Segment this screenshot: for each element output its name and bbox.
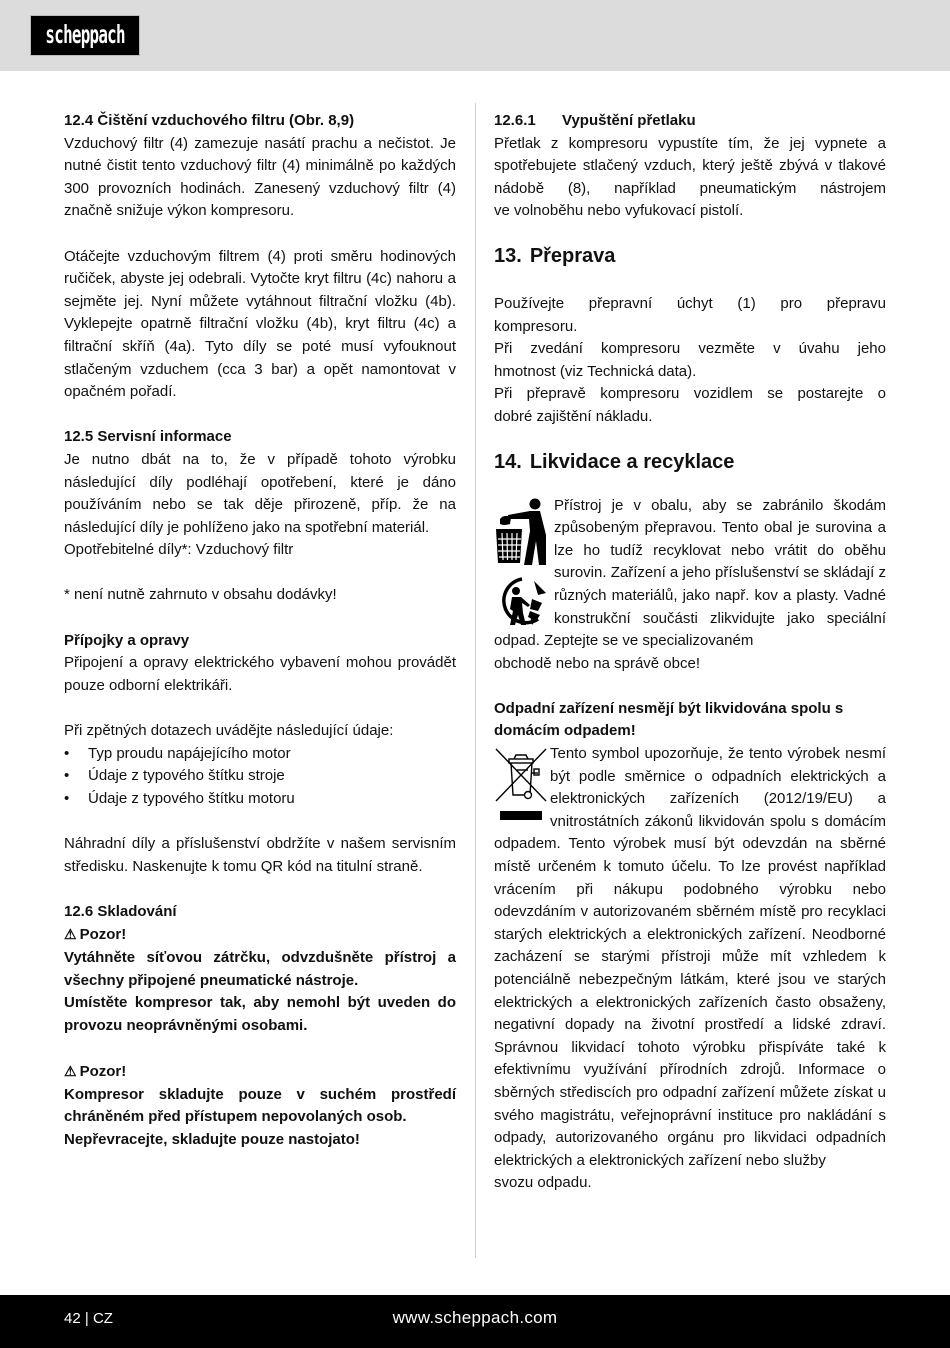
section-heading [494,449,886,475]
section-title: 12.5 Servisní informace [64,428,232,446]
section-title: 12.4 Čištění vzduchového filtru (Obr. 8,9) [64,112,355,129]
weee-heading: Odpadní zařízení nesmějí být likvidována spolu s domácím odpadem! [494,699,844,740]
section-title-text: Přeprava [529,244,616,267]
section-title-text: Likvidace a recyklace [529,450,735,473]
tidyman-icon [494,497,550,565]
paragraph: hmotnost (viz Technická data). [494,362,697,380]
left-column [64,110,456,1151]
section-12-5 [64,426,456,878]
paragraph: ve volnoběhu nebo vyfukovací pistolí. [494,202,744,220]
warning-icon: ⚠ [64,1062,77,1079]
brand-name: scheppach [45,21,125,50]
paragraph: obchodě nebo na správě obce! [494,654,700,672]
crossed-out-bin-icon [494,745,548,825]
section-12-4 [64,110,456,404]
paragraph: dobré zajištění nákladu. [494,407,653,425]
page-number: 42 [64,1310,81,1327]
section-title: 12.6 Skladování [64,902,177,920]
paragraph: Při přepravě kompresoru vozidlem se postarejte o [494,385,886,403]
paragraph: svozu odpadu. [494,1174,592,1192]
paragraph: Tento symbol upozorňuje, že tento výrobek nesmí být podle směrnice o odpadních elektrických a elektronických zařízeních (2012/19/EU) a vnitrostátních zákonů likvidován spolu s domácím odpadem. Tento výrobek musí být odevzdán na sběrné místě určeném k tomuto účelu. To lze provést například vrácením při nákupu podobného výrobku nebo odevzdáním v autorizovaném sběrném místě pro recyklaci starých elektrických a elektronických zařízení. Neodborné zacházení se starými přístroji může mít vzhledem k potenciálně nebezpečným látkám, které jsou ve starých elektrických a elektronických zařízeních často obsaženy, negativní dopady na životní prostředí a lidské zdraví. Správnou likvidací tohoto výrobku přispíváte také k efektivnímu využívání přírodních zdrojů. Informace o sběrných střediscích pro odpadní zařízení můžete získat u svého magistrátu, veřejnoprávní instituce pro nakládání s odpady, autorizovaného orgánu pro likvidaci odpadních elektrických a elektronických zařízení nebo služby [494,745,886,1169]
paragraph: Při zvedání kompresoru vezměte v úvahu jeho [494,340,886,358]
list-item: • Údaje z typového štítku stroje [64,765,456,788]
subheading-connections: Přípojky a opravy [64,631,190,649]
section-number: 13. [494,244,522,267]
warning-text: Vytáhněte síťovou zátrčku, odvzdušněte přístroj a všechny připojené pneumatické nástroje. [64,948,456,989]
paragraph: Přetlak z kompresoru vypustíte tím, že jej vypnete a spotřebujete stlačený vzduch, který ještě zbývá v tlakové nádobě (8), například pneumatickým nástrojem [494,134,886,197]
paragraph: Opotřebitelné díly*: Vzduchový filtr [64,541,294,559]
paragraph: Připojení a opravy elektrického vybavení mohou provádět pouze odborní elektrikáři. [64,654,456,694]
paragraph: Je nutno dbát na to, že v případě tohoto výrobku následující díly podléhají opotřebení, které je dáno používáním nebo se tak děje přirozeně, příp. že na následující díly je pohlíženo jako na spotřební materiál. [64,450,456,536]
section-12-6-1 [494,110,886,223]
section-13 [494,243,886,429]
footnote: * není nutně zahrnuto v obsahu dodávky! [64,586,337,604]
warning-label: ⚠ Pozor! [64,1062,127,1080]
list-item: • Typ proudu napájejícího motor [64,743,456,766]
list-item: • Údaje z typového štítku motoru [64,788,456,811]
language-code: CZ [92,1310,113,1327]
paragraph: Vzduchový filtr (4) zamezuje nasátí prachu a nečistot. Je nutné čistit tento vzduchový filtr (4) minimálně po každých 300 provozních hodinách. Zanesený vzduchový filtr (4) značně snižuje výkon kompresoru. [64,134,456,220]
paragraph: Otáčejte vzduchovým filtrem (4) proti směru hodinových ručiček, abyste jej odebrali. Vytočte kryt filtru (4c) nahoru a sejměte jej. Nyní můžete vytáhnout filtrační vložku (4b). Vyklepejte opatrně filtrační vložku (4b), kryt filtru (4c) a filtrační skříň (4a). Tyto díly se poté musí vyfouknout stlačeným vzduchem (cca 3 bar) a opět namontovat v opačném pořadí. [64,247,456,401]
website-url[interactable]: www.scheppach.com [392,1308,558,1327]
right-column [494,110,886,1195]
header-band [0,0,950,71]
paragraph: Při zpětných dotazech uvádějte následující údaje: [64,722,394,740]
section-number: 14. [494,450,522,473]
paragraph: Náhradní díly a příslušenství obdržíte v našem servisním středisku. Naskenujte k tomu QR kód na titulní straně. [64,835,456,875]
warning-text: Umístěte kompresor tak, aby nemohl být uveden do provozu neoprávněnými osobami. [64,994,456,1034]
footer [0,1295,950,1348]
warning-text: Kompresor skladujte pouze v suchém prostředí chráněném před přístupem nepovolaných osob. [64,1085,456,1126]
section-number: 12.6.1 [494,112,536,129]
disposal-icons [494,497,554,625]
scheppach-logo [30,15,140,56]
column-divider [475,103,476,1258]
section-title [494,110,886,133]
recycling-icon [494,573,550,629]
paragraph: Přístroj je v obalu, aby se zabránilo škodám způsobeným přepravou. Tento obal je surovina a lze ho tudíž recyklovat nebo vrátit do oběhu surovin. Zařízení a jeho příslušenství se skládají z různých materiálů, jako např. kov a plasty. Vadné konstrukční součásti zlikvidujte jako speciální odpad. Zeptejte se ve specializovaném [494,496,886,650]
weee-symbol [494,745,550,833]
inquiry-list [64,743,456,811]
separator: | [84,1310,89,1327]
section-14 [494,449,886,1195]
warning-icon: ⚠ [64,926,77,943]
warning-text: Nepřevracejte, skladujte pouze nastojato! [64,1130,360,1148]
section-title-text: Vypuštění přetlaku [562,112,696,129]
section-12-6 [64,901,456,1152]
section-heading [494,243,886,269]
paragraph: kompresoru. [494,317,578,335]
warning-label: ⚠ Pozor! [64,926,127,944]
paragraph: Používejte přepravní úchyt (1) pro přepravu [494,294,886,312]
